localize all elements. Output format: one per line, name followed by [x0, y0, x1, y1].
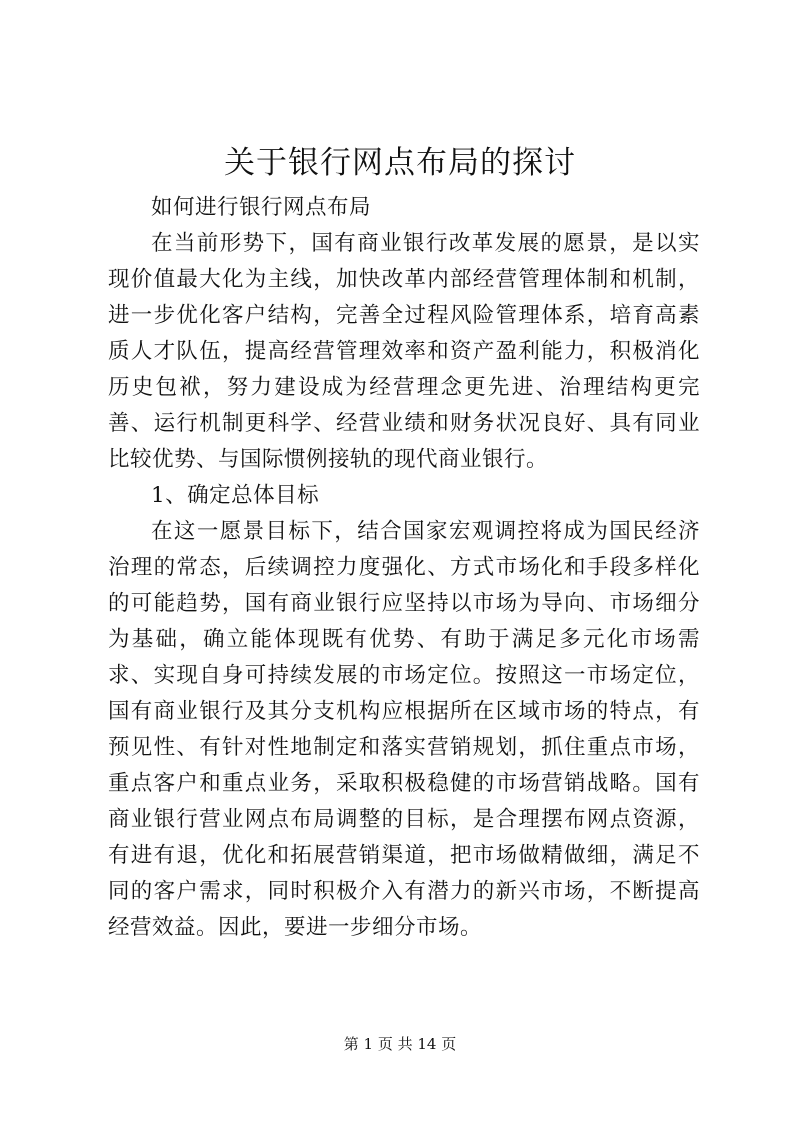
- paragraph-market-positioning: 在这一愿景目标下，结合国家宏观调控将成为国民经济治理的常态，后续调控力度强化、方式市场化和手段多样化的可能趋势，国有商业银行应坚持以市场为导向、市场细分为基础，确立能体现既有优势、有助于满足多元化市场需求、实现自身可持续发展的市场定位。按照这一市场定位，国有商业银行及其分支机构应根据所在区域市场的特点，有预见性、有针对性地制定和落实营销规划，抓住重点市场，重点客户和重点业务，采取积极稳健的市场营销战略。国有商业银行营业网点布局调整的目标，是合理摆布网点资源，有进有退，优化和拓展营销渠道，把市场做精做细，满足不同的客户需求，同时积极介入有潜力的新兴市场，不断提高经营效益。因此，要进一步细分市场。: [108, 519, 700, 940]
- paragraph-subtitle: 如何进行银行网点布局: [151, 195, 372, 220]
- page-title: 关于银行网点布局的探讨: [224, 145, 576, 181]
- paragraph-section-heading: 1、确定总体目标: [151, 483, 320, 508]
- document-body: [108, 190, 700, 946]
- paragraph-vision: 在当前形势下，国有商业银行改革发展的愿景，是以实现价值最大化为主线，加快改革内部经营管理体制和机制，进一步优化客户结构，完善全过程风险管理体系，培育高素质人才队伍，提高经营管理效率和资产盈利能力，积极消化历史包袱，努力建设成为经营理念更先进、治理结构更完善、运行机制更科学、经营业绩和财务状况良好、具有同业比较优势、与国际惯例接轨的现代商业银行。: [108, 231, 700, 472]
- page-footer: 第 1 页 共 14 页: [343, 1035, 457, 1053]
